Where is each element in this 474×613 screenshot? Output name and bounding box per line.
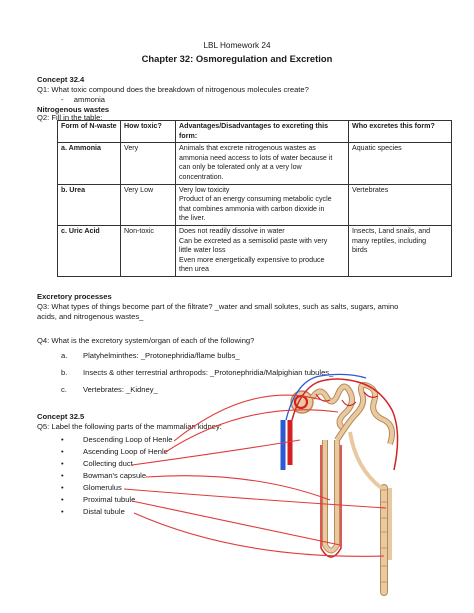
label-leader-lines [124, 395, 386, 556]
column-header: Form of N-waste [58, 121, 121, 143]
nephron-illustration [283, 374, 398, 592]
leader-line [134, 513, 384, 556]
cell-line: the liver. [179, 214, 206, 223]
kidney-label-item: • Collecting duct [61, 459, 133, 468]
cell-toxicity: Very [121, 143, 176, 184]
list-item-text: Vertebrates: _Kidney_ [83, 385, 158, 394]
kidney-label: Proximal tubule [83, 495, 136, 504]
q1-answer-marker: - [61, 95, 64, 104]
leader-line [132, 501, 340, 545]
cell-toxicity: Very Low [121, 184, 176, 225]
cell-line: Can be excreted as a semisolid paste with very [179, 236, 328, 245]
cell-form: b. Urea [58, 184, 121, 225]
cell-line: Product of an energy consuming metabolic cycle [179, 195, 332, 204]
cell-line: Aquatic species [352, 144, 402, 153]
leader-line [124, 489, 386, 508]
question-1: Q1: What toxic compound does the breakdown of nitrogenous molecules create? [37, 85, 309, 94]
question-3-line-1: Q3: What types of things become part of the filtrate? _water and small solutes, such as salts, sugars, amino [37, 302, 399, 311]
kidney-label-item: • Proximal tubule [61, 495, 136, 504]
kidney-label-item: • Glomerulus [61, 483, 122, 492]
cell-line: then urea [179, 265, 209, 274]
cell-line: Very low toxicity [179, 185, 230, 194]
list-item-text: Platyhelminthes: _Protonephridia/flame bulbs_ [83, 351, 240, 360]
cell-line: Insects, Land snails, and [352, 226, 431, 235]
cell-line: Vertebrates [352, 185, 389, 194]
list-marker: c. [61, 385, 67, 394]
list-marker: b. [61, 368, 68, 377]
cell-line: that combines ammonia with carbon dioxide in [179, 204, 325, 213]
kidney-label: Collecting duct [83, 459, 133, 468]
question-2: Q2: Fill in the table: [37, 113, 103, 122]
question-3-line-2: acids, and nitrogenous wastes_ [37, 312, 144, 321]
cell-line: Does not readily dissolve in water [179, 226, 285, 235]
cell-line: ammonia need access to lots of water because it [179, 153, 333, 162]
cell-line: many reptiles, including [352, 236, 427, 245]
kidney-label: Glomerulus [83, 483, 122, 492]
cell-form: c. Uric Acid [58, 225, 121, 276]
homework-title: LBL Homework 24 [203, 41, 271, 50]
concept-heading-2: Concept 32.5 [37, 412, 85, 421]
question-4: Q4: What is the excretory system/organ of each of the following? [37, 336, 255, 345]
cell-line: Animals that excrete nitrogenous wastes as [179, 144, 316, 153]
kidney-label-item: • Distal tubule [61, 507, 125, 516]
excretory-heading: Excretory processes [37, 292, 112, 301]
concept-heading-1: Concept 32.4 [37, 75, 85, 84]
kidney-label: Descending Loop of Henle [83, 435, 173, 444]
column-header: Advantages/Disadvantages to excreting this form: [176, 121, 349, 143]
kidney-label-item: • Bowman's capsule [61, 471, 147, 480]
q1-answer-text: ammonia [73, 95, 106, 104]
cell-line: can only be tolerated only at a very low [179, 163, 302, 172]
kidney-label-item: • Ascending Loop of Henle [61, 447, 168, 456]
cell-line: Even more energetically expensive to produce [179, 255, 325, 264]
column-header: How toxic? [121, 121, 176, 143]
chapter-title: Chapter 32: Osmoregulation and Excretion [141, 53, 333, 64]
kidney-label-item: • Descending Loop of Henle [61, 435, 173, 444]
column-header: Who excretes this form? [349, 121, 452, 143]
leader-line [146, 476, 330, 500]
cell-line: concentration. [179, 172, 224, 181]
list-marker: a. [61, 351, 68, 360]
leader-line [132, 440, 300, 465]
cell-toxicity: Non-toxic [121, 225, 176, 276]
question-5: Q5: Label the following parts of the mammalian kidney: [37, 422, 222, 431]
leader-line [164, 410, 338, 453]
cell-line: birds [352, 246, 368, 255]
subheading-nitrogenous-wastes: Nitrogenous wastes [37, 105, 110, 114]
kidney-label: Distal tubule [83, 507, 125, 516]
list-item-text: Insects & other terrestrial arthropods: _Protonephridia/Malpighian tubules_ [83, 368, 334, 377]
cell-form: a. Ammonia [58, 143, 121, 184]
kidney-label: Ascending Loop of Henle [83, 447, 168, 456]
kidney-label: Bowman's capsule [83, 471, 147, 480]
cell-line: little water loss [179, 246, 226, 255]
